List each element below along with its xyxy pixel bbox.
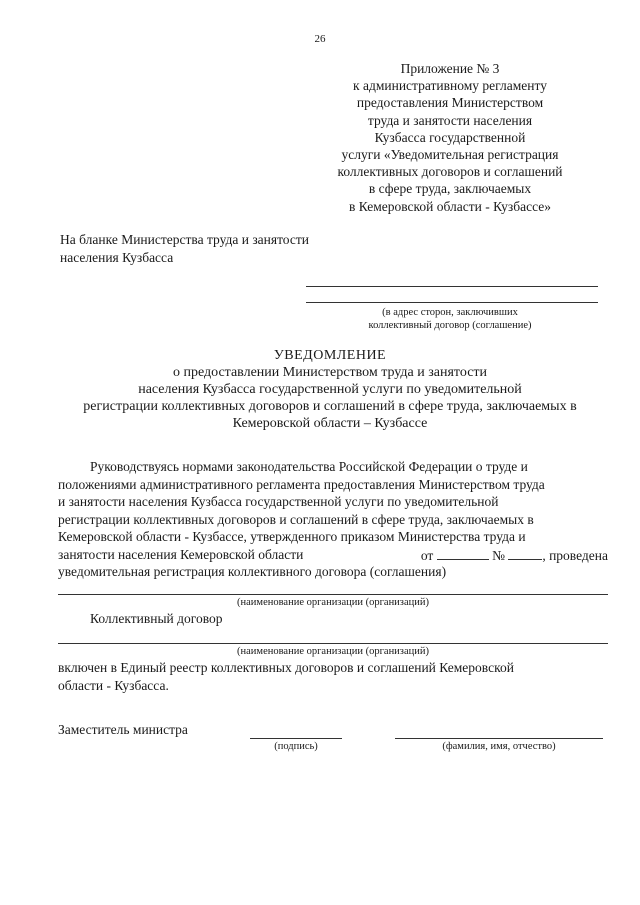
body-line: Руководствуясь нормами законодательства Российской Федерации о труде и	[90, 459, 528, 474]
body-line: и занятости населения Кузбасса государственной услуги по уведомительной	[58, 494, 499, 509]
letterhead-line: На бланке Министерства труда и занятости	[60, 232, 310, 247]
body-line: регистрации коллективных договоров и соглашений в сфере труда, заключаемых в	[58, 511, 534, 527]
order-date-group: от № , проведена	[420, 547, 608, 563]
notice-body	[58, 458, 608, 581]
page-number: 26	[314, 33, 326, 45]
appendix-line: услуги «Уведомительная регистрация	[341, 147, 559, 163]
signature-caption: (подпись)	[274, 741, 318, 752]
address-caption	[300, 306, 600, 332]
appendix-line: Кузбасса государственной	[374, 129, 526, 145]
signature-line	[250, 738, 342, 739]
heading-line: населения Кузбасса государственной услуги по уведомительной	[138, 382, 522, 397]
registry-line: области - Кузбасса.	[58, 678, 169, 693]
order-date-blank	[437, 546, 489, 560]
organization-line-2	[58, 643, 608, 644]
body-line: Кемеровской области - Кузбассе, утвержденного приказом Министерства труда и	[58, 529, 526, 544]
body-line: положениями административного регламента предоставления Министерством труда	[58, 476, 545, 492]
organization-line-1	[58, 594, 608, 595]
heading-line: Кемеровской области – Кузбассе	[232, 416, 428, 431]
address-caption-line: коллективный договор (соглашение)	[368, 320, 532, 331]
address-line-2	[306, 302, 598, 303]
appendix-line: коллективных договоров и соглашений	[337, 164, 563, 180]
name-line	[395, 738, 603, 739]
contract-label: Коллективный договор	[90, 611, 223, 626]
registry-line: включен в Единый реестр коллективных договоров и соглашений Кемеровской	[58, 660, 514, 675]
heading-line: о предоставлении Министерством труда и занятости	[172, 365, 488, 380]
address-caption-line: (в адрес сторон, заключивших	[382, 307, 518, 318]
letterhead-note	[60, 231, 309, 267]
heading-line: регистрации коллективных договоров и соглашений в сфере труда, заключаемых в	[83, 399, 577, 414]
body-line: уведомительная регистрация коллективного договора (соглашения)	[58, 564, 447, 579]
organization-caption-2: (наименование организации (организаций)	[237, 646, 429, 657]
letterhead-line: населения Кузбасса	[60, 250, 174, 265]
appendix-line: в Кемеровской области - Кузбассе»	[349, 198, 551, 214]
name-caption: (фамилия, имя, отчество)	[442, 741, 556, 752]
appendix-line: к административному регламенту	[353, 78, 547, 94]
appendix-line: в сфере труда, заключаемых	[368, 181, 532, 197]
document-title: УВЕДОМЛЕНИЕ	[273, 348, 387, 363]
address-line-1	[306, 286, 598, 287]
appendix-header	[300, 60, 600, 215]
appendix-line: Приложение № 3	[400, 61, 500, 76]
order-number-blank	[508, 546, 542, 560]
organization-caption-1: (наименование организации (организаций)	[237, 597, 429, 608]
registry-statement	[58, 659, 608, 695]
signatory-position: Заместитель министра	[58, 722, 188, 737]
appendix-line: труда и занятости населения	[367, 112, 533, 128]
document-heading	[40, 347, 620, 432]
appendix-line: предоставления Министерством	[356, 95, 544, 111]
body-line-order: занятости населения Кемеровской области от № , проведена	[58, 546, 608, 563]
